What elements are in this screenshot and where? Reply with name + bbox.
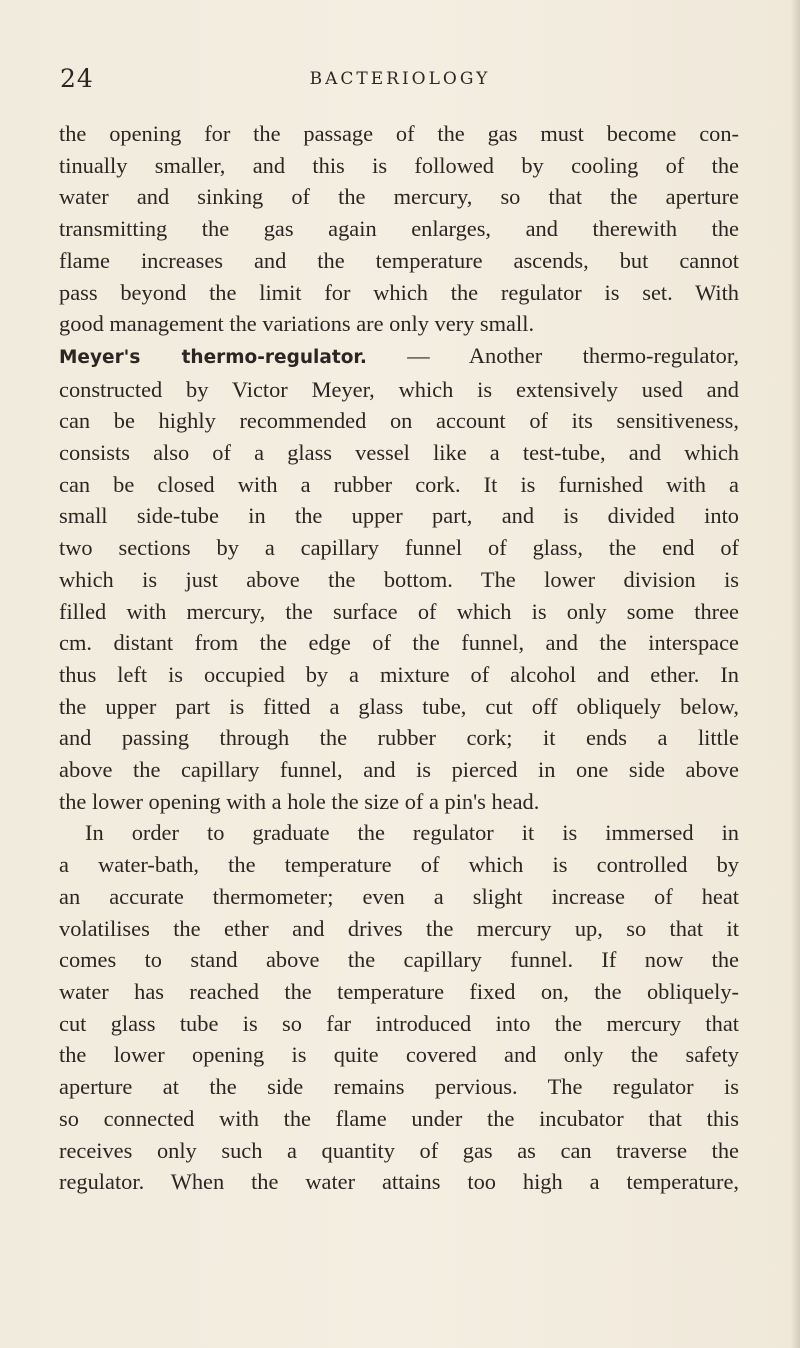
text-line: cut glass tube is so far introduced into the mercury that bbox=[59, 1010, 739, 1036]
page-number: 24 bbox=[60, 64, 94, 93]
text-line: water has reached the temperature fixed on, the obliquely- bbox=[59, 978, 739, 1004]
text-line: receives only such a quantity of gas as can traverse the bbox=[59, 1137, 739, 1163]
text-line: small side-tube in the upper part, and is divided into bbox=[59, 503, 739, 529]
text-line: tinually smaller, and this is followed by cooling of the bbox=[59, 152, 739, 178]
text-line: and passing through the rubber cork; it ends a little bbox=[59, 725, 739, 751]
text-line: above the capillary funnel, and is pierced in one side above bbox=[59, 757, 739, 783]
text-line: In order to graduate the regulator it is immersed in bbox=[85, 820, 739, 846]
text-line: can be highly recommended on account of its sensitiveness, bbox=[59, 408, 739, 434]
text-line: a water-bath, the temperature of which is controlled by bbox=[59, 852, 739, 878]
paragraph-heading-line bbox=[59, 340, 739, 374]
text-line: the lower opening is quite covered and only the safety bbox=[59, 1042, 739, 1068]
section-heading: Meyer's thermo-regulator. bbox=[59, 346, 367, 368]
text-line: flame increases and the temperature ascends, but cannot bbox=[59, 247, 739, 273]
text-line: regulator. When the water attains too high a temperature, bbox=[59, 1169, 739, 1195]
text-line: filled with mercury, the surface of which is only some three bbox=[59, 598, 739, 624]
text-line: so connected with the flame under the incubator that this bbox=[59, 1105, 739, 1131]
text-line: the upper part is fitted a glass tube, cut off obliquely below, bbox=[59, 693, 739, 719]
page-edge-shadow bbox=[790, 0, 800, 1348]
body-text bbox=[59, 118, 739, 1198]
text-line: cm. distant from the edge of the funnel, and the interspace bbox=[59, 630, 739, 656]
text-line: can be closed with a rubber cork. It is furnished with a bbox=[59, 471, 739, 497]
running-title: BACTERIOLOGY bbox=[309, 69, 491, 89]
text-line: consists also of a glass vessel like a test-tube, and which bbox=[59, 440, 739, 466]
text-line: pass beyond the limit for which the regulator is set. With bbox=[59, 279, 739, 305]
text-line: volatilises the ether and drives the mercury up, so that it bbox=[59, 915, 739, 941]
text-line: good management the variations are only very small. bbox=[59, 311, 535, 337]
text-line: water and sinking of the mercury, so that the aperture bbox=[59, 184, 739, 210]
heading-line-rest: — Another thermo-regulator, bbox=[366, 342, 739, 368]
text-line: transmitting the gas again enlarges, and therewith the bbox=[59, 216, 739, 242]
text-line: comes to stand above the capillary funnel. If now the bbox=[59, 947, 739, 973]
text-line: an accurate thermometer; even a slight increase of heat bbox=[59, 883, 739, 909]
text-line: constructed by Victor Meyer, which is extensively used and bbox=[59, 376, 739, 402]
text-line: the lower opening with a hole the size of a pin's head. bbox=[59, 788, 540, 814]
text-line: the opening for the passage of the gas must become con- bbox=[59, 121, 739, 146]
text-line: aperture at the side remains pervious. The regulator is bbox=[59, 1074, 739, 1100]
text-line: thus left is occupied by a mixture of alcohol and ether. In bbox=[59, 661, 739, 687]
running-head bbox=[60, 64, 740, 100]
text-line: which is just above the bottom. The lower division is bbox=[59, 566, 739, 592]
text-line: two sections by a capillary funnel of glass, the end of bbox=[59, 535, 739, 561]
